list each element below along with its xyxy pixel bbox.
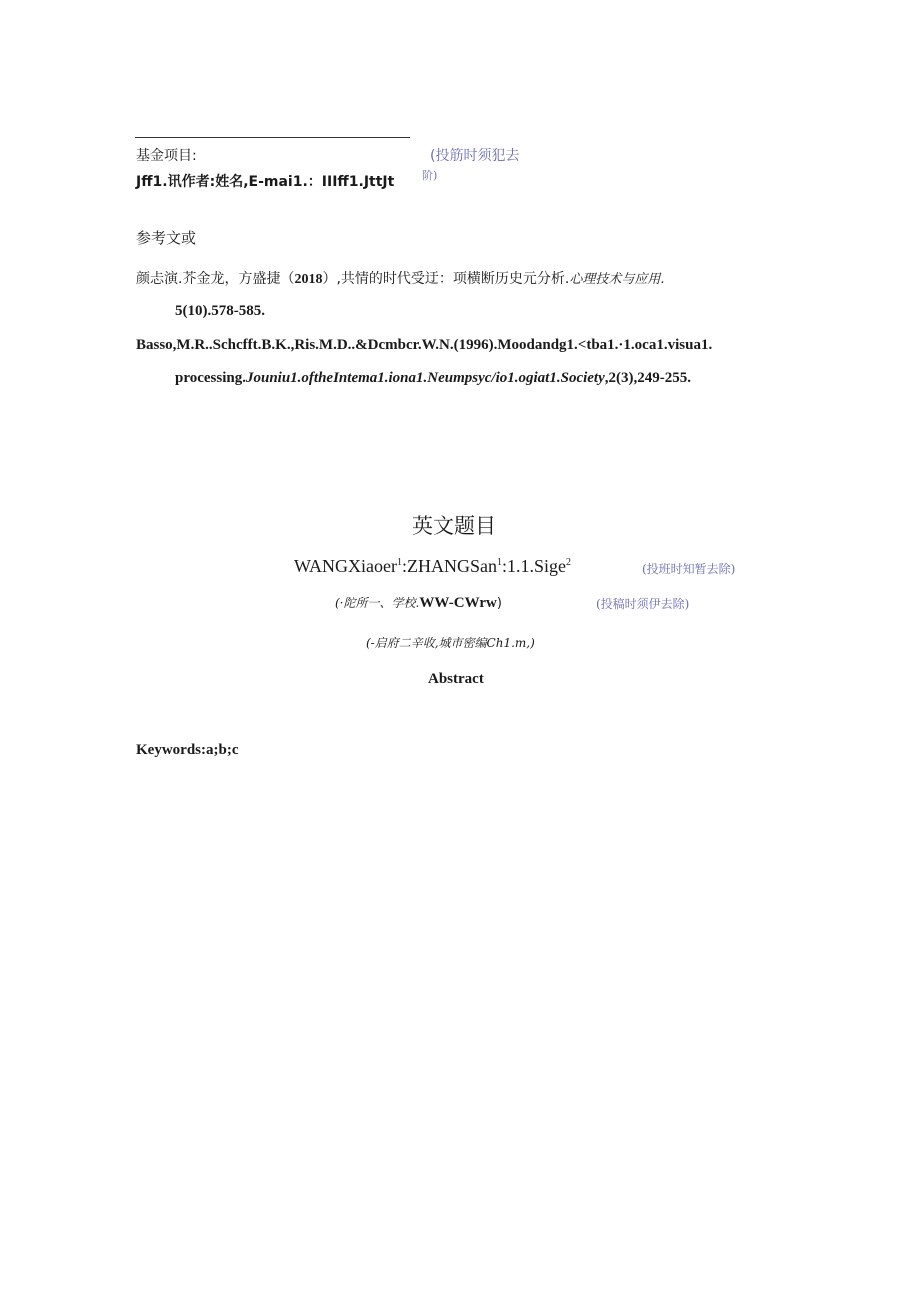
references-heading: 参考文或 [136,229,197,247]
ref1-year: 2018 [294,272,323,287]
ref1-authors: 颜忐演.芥金龙，方盛捷（ [136,271,295,287]
reference-1-line-1 [136,268,665,288]
footnote-rule [135,137,410,138]
affiliation-note: (投稿时须伊去除) [596,597,690,611]
affil1-code: WW-CWrw [419,595,497,611]
ref2-journal: Jouniu1.oftheIntema1.iona1.Neumpsyc/io1.ogiat1.Society [245,370,605,386]
author-2-affil: 1 [496,557,502,568]
abstract-label: Abstract [428,671,484,687]
ref2-plain: processing. [175,370,246,386]
author-3: :1.1.Sige [501,556,566,576]
author-2: :ZHANGSan [401,556,497,576]
corresponding-author-line: Jff1.讯作者:姓名,E-mai1.：IIIff1.JttJt [136,174,395,190]
fund-note: (投筋时须犯去 [430,148,520,164]
english-authors [294,556,571,577]
keywords-line: Keywords:a;b;c [136,742,239,758]
affil1-close: ) [496,596,502,611]
affil1-text: (·陀所一、学校. [335,596,420,610]
affiliation-2: (-启府二辛收,城市密编Ch1.m,) [366,636,535,650]
author-1: WANGXiaoer [294,556,397,576]
english-title: 英文题目 [412,514,496,538]
reference-1-volume: 5(10).578-585. [175,303,265,319]
reference-2-line-1: Basso,M.R..Schcfft.B.K.,Ris.M.D..&Dcmbcr.W.N.(1996).Moodandg1.<tba1.·1.oca1.visua1. [136,337,713,353]
fund-label: 基金项目: [136,148,197,164]
affiliation-1 [335,594,502,612]
author-note: 阶) [422,169,438,182]
ref1-title: ）,共情的时代受迂：项横断历史元分析. [322,271,570,287]
author-1-affil: 1 [396,557,402,568]
author-3-affil: 2 [565,557,571,568]
authors-note: (投班时知暂去除) [642,562,736,576]
reference-2-line-2 [175,370,691,387]
ref2-tail: ,2(3),249-255. [604,370,691,386]
ref1-journal: 心理技术与应用. [569,272,665,287]
